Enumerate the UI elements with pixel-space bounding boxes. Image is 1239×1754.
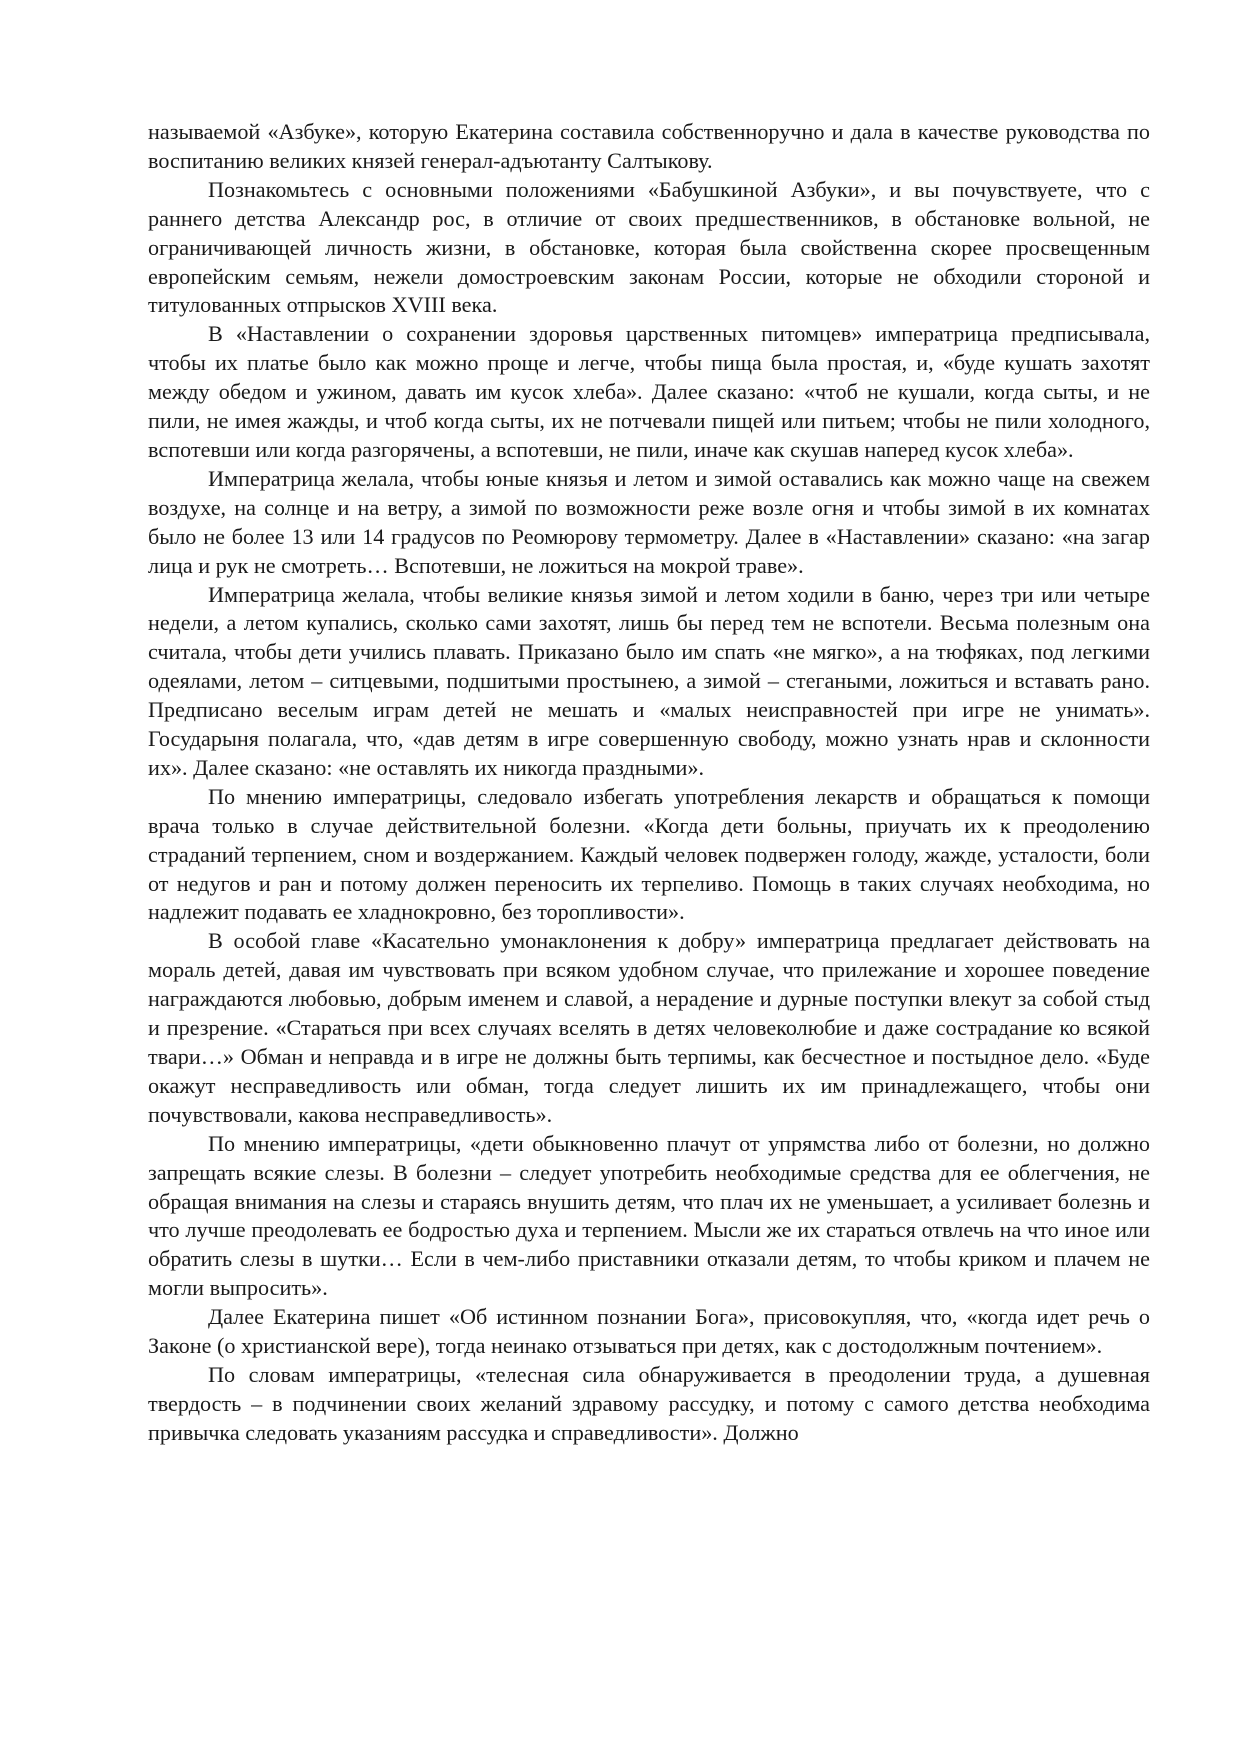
paragraph-8: По мнению императрицы, «дети обыкновенно плачут от упрямства либо от болезни, но должно запрещать всякие слезы. В болезни – следует употребить необходимые средства для ее облегчения, не обращая внимания на слезы и стараясь внушить детям, что плач их не уменьшает, а усиливает болезнь и что лучше преодолевать ее бодростью духа и терпением. Мысли же их стараться отвлечь на что иное или обратить слезы в шутки… Если в чем-либо приставники отказали детям, то чтобы криком и плачем не могли выпросить».: [148, 1130, 1150, 1301]
paragraph-1: называемой «Азбуке», которую Екатерина составила собственноручно и дала в качестве руководства по воспитанию великих князей генерал-адъютанту Салтыкову.: [148, 119, 1150, 173]
paragraph-10: По словам императрицы, «телесная сила обнаруживается в преодолении труда, а душевная твердость – в подчинении своих желаний здравому рассудку, и потому с самого детства необходима привычка следовать указаниям рассудка и справедливости». Должно: [148, 1361, 1150, 1445]
paragraph-6: По мнению императрицы, следовало избегать употребления лекарств и обращаться к помощи врача только в случае действительной болезни. «Когда дети больны, приучать их к преодолению страданий терпением, сном и воздержанием. Каждый человек подвержен голоду, жажде, усталости, боли от недугов и ран и потому должен переносить их терпеливо. Помощь в таких случаях необходима, но надлежит подавать ее хладнокровно, без торопливости».: [148, 783, 1150, 925]
paragraph-4: Императрица желала, чтобы юные князья и летом и зимой оставались как можно чаще на свежем воздухе, на солнце и на ветру, а зимой по возможности реже возле огня и чтобы зимой в их комнатах было не более 13 или 14 градусов по Реомюрову термометру. Далее в «Наставлении» сказано: «на загар лица и рук не смотреть… Вспотевши, не ложиться на мокрой траве».: [148, 465, 1150, 578]
paragraph-2: Познакомьтесь с основными положениями «Бабушкиной Азбуки», и вы почувствуете, что с раннего детства Александр рос, в отличие от своих предшественников, в обстановке вольной, не ограничивающей личность жизни, в обстановке, которая была свойственна скорее просвещенным европейским семьям, нежели домостроевским законам России, которые не обходили стороной и титулованных отпрысков XVIII века.: [148, 176, 1150, 318]
paragraph-7: В особой главе «Касательно умонаклонения к добру» императрица предлагает действовать на мораль детей, давая им чувствовать при всяком удобном случае, что прилежание и хорошее поведение награждаются любовью, добрым именем и славой, а нерадение и дурные поступки влекут за собой стыд и презрение. «Стараться при всех случаях вселять в детях человеколюбие и даже сострадание ко всякой твари…» Обман и неправда и в игре не должны быть терпимы, как бесчестное и постыдное дело. «Буде окажут несправедливость или обман, тогда следует лишить их им принадлежащего, чтобы они почувствовали, какова несправедливость».: [148, 928, 1150, 1127]
paragraph-3: В «Наставлении о сохранении здоровья царственных питомцев» императрица предписывала, чтобы их платье было как можно проще и легче, чтобы пища была простая, и, «буде кушать захотят между обедом и ужином, давать им кусок хлеба». Далее сказано: «чтоб не кушали, когда сыты, и не пили, не имея жажды, и чтоб когда сыты, их не потчевали пищей или питьем; чтобы не пили холодного, вспотевши или когда разгорячены, а вспотевши, не пили, иначе как скушав наперед кусок хлеба».: [148, 321, 1150, 462]
document-page: [148, 118, 1150, 1448]
paragraph-5: Императрица желала, чтобы великие князья зимой и летом ходили в баню, через три или четыре недели, а летом купались, сколько сами захотят, лишь бы перед тем не вспотели. Весьма полезным она считала, чтобы дети учились плавать. Приказано было им спать «не мягко», а на тюфяках, под легкими одеялами, летом – ситцевыми, подшитыми простынею, а зимой – стегаными, ложиться и вставать рано. Предписано веселым играм детей не мешать и «малых неисправностей при игре не унимать». Государыня полагала, что, «дав детям в игре совершенную свободу, можно узнать нрав и склонности их». Далее сказано: «не оставлять их никогда праздными».: [148, 581, 1150, 780]
paragraph-9: Далее Екатерина пишет «Об истинном познании Бога», присовокупляя, что, «когда идет речь о Законе (о христианской вере), тогда неинако отзываться при детях, как с достодолжным почтением».: [148, 1304, 1150, 1359]
